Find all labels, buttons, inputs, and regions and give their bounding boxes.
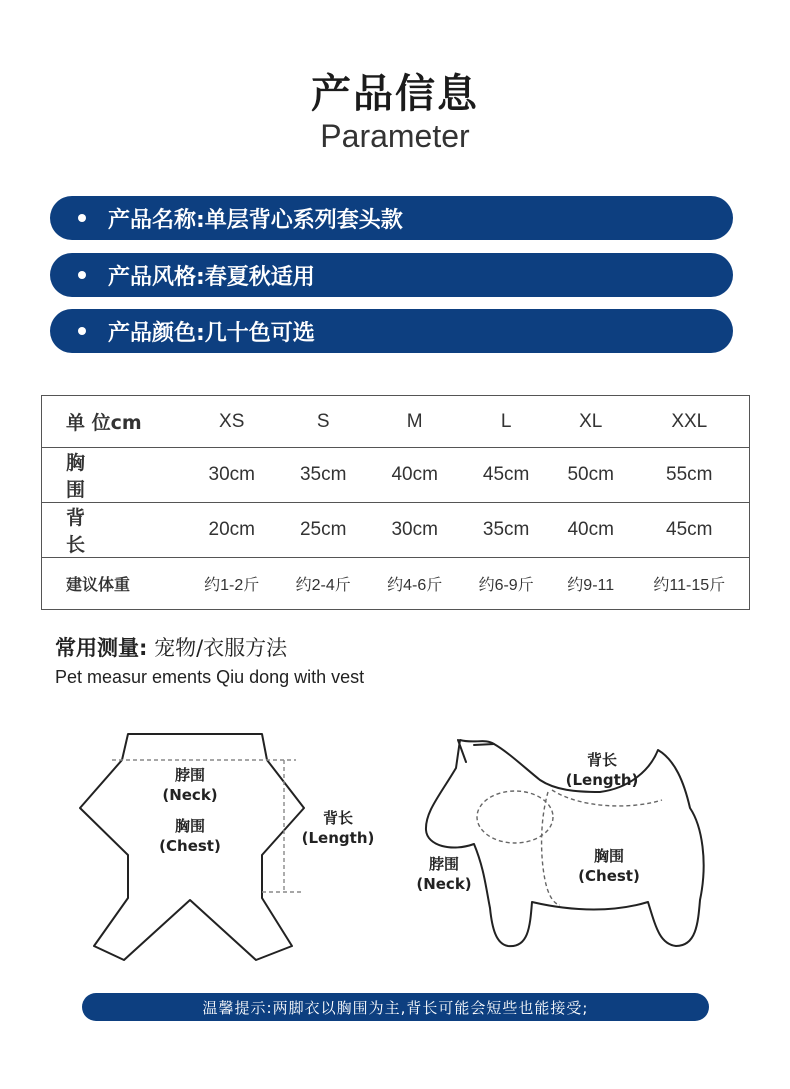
label-en: (Chest) [578,867,640,885]
label-zh: 背长 [586,751,617,769]
table-cell: 约2-4斤 [277,558,368,610]
label-en: (Chest) [159,837,221,855]
label-zh: 脖围 [174,766,205,784]
dog-length-label [562,750,642,790]
table-row-label: 建议体重 [42,558,187,610]
table-cell: 20cm [186,503,277,558]
table-cell: 45cm [630,503,750,558]
footer-tip: 温馨提示:两脚衣以胸围为主,背长可能会短些也能接受; [82,993,709,1021]
dog-neck-label [406,854,482,894]
table-cell: 约6-9斤 [460,558,551,610]
table-cell: 约1-2斤 [186,558,277,610]
info-pill-text: 产品名称:单层背心系列套头款 [108,207,403,233]
table-header-cell: L [460,396,551,448]
page-title: 产品信息 [311,71,479,117]
measure-title-bold: 常用测量: [55,636,148,660]
table-header-cell: XL [552,396,630,448]
dog-chest-label [566,846,652,886]
table-cell: 30cm [186,448,277,503]
table-header-cell: XS [186,396,277,448]
table-cell: 40cm [552,503,630,558]
table-cell: 25cm [277,503,368,558]
garment-neck-label [150,765,230,805]
garment-chest-label [145,816,235,856]
table-cell: 约11-15斤 [630,558,750,610]
label-zh: 胸围 [174,817,205,835]
label-zh: 胸围 [593,847,624,865]
table-cell: 45cm [460,448,551,503]
measure-subtitle: Pet measur ements Qiu dong with vest [55,667,365,687]
table-header-cell: 单 位cm [42,396,187,448]
table-cell: 40cm [369,448,460,503]
label-zh: 背长 [322,809,353,827]
table-cell: 30cm [369,503,460,558]
table-cell: 约9-11 [552,558,630,610]
label-en: (Neck) [416,875,472,893]
table-cell: 50cm [552,448,630,503]
info-pill-text: 产品风格:春夏秋适用 [108,264,315,290]
page-subtitle: Parameter [320,118,470,154]
table-row-label: 胸 围 [42,448,187,503]
table-header-cell: S [277,396,368,448]
table-header-cell: XXL [630,396,750,448]
table-cell: 35cm [460,503,551,558]
table-header-cell: M [369,396,460,448]
label-en: (Length) [565,771,639,789]
measure-title-rest: 宠物/衣服方法 [147,636,288,660]
label-en: (Neck) [162,786,218,804]
table-cell: 约4-6斤 [369,558,460,610]
label-en: (Length) [301,829,375,847]
garment-length-label [298,808,378,848]
table-row-label: 背 长 [42,503,187,558]
table-cell: 55cm [630,448,750,503]
label-zh: 脖围 [428,855,459,873]
info-pill-text: 产品颜色:几十色可选 [108,320,315,346]
table-cell: 35cm [277,448,368,503]
